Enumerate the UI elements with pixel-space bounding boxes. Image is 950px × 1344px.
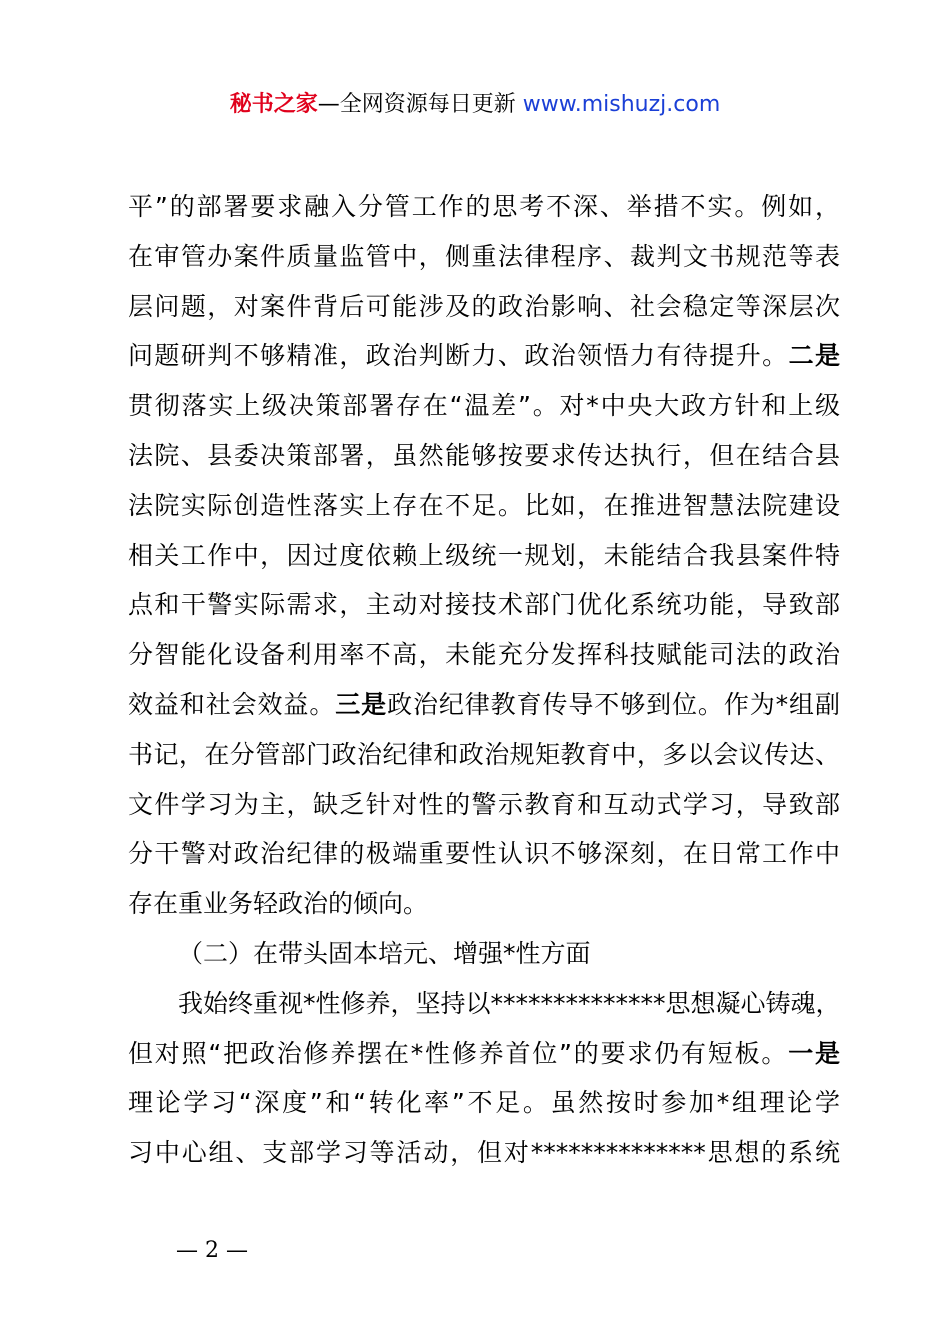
text-line: 贯彻落实上级决策部署存在“温差”。对*中央大政方针和上级 bbox=[128, 391, 840, 421]
page-header bbox=[0, 88, 950, 122]
text-line: 法院实际创造性落实上存在不足。比如，在推进智慧法院建设 bbox=[128, 490, 840, 520]
text-line: 习中心组、支部学习等活动，但对**************思想的系统 bbox=[128, 1138, 840, 1168]
text-run: 问题研判不够精准，政治判断力、政治领悟力有待提升。 bbox=[128, 341, 789, 371]
text-line: 我始终重视*性修养，坚持以**************思想凝心铸魂， bbox=[178, 988, 841, 1018]
text-line: 分智能化设备利用率不高，未能充分发挥科技赋能司法的政治 bbox=[128, 640, 840, 670]
bold-run: 三是 bbox=[335, 689, 388, 719]
text-line: 平”的部署要求融入分管工作的思考不深、举措不实。例如， bbox=[128, 192, 840, 221]
text-line: 理论学习“深度”和“转化率”不足。虽然按时参加*组理论学 bbox=[128, 1088, 840, 1118]
bold-run: 二是 bbox=[788, 341, 840, 371]
text-line bbox=[128, 331, 840, 381]
text-line: 存在重业务轻政治的倾向。 bbox=[128, 889, 429, 919]
text-line bbox=[128, 680, 840, 730]
header-tagline: —全网资源每日更新 bbox=[317, 92, 523, 117]
text-line bbox=[128, 1029, 840, 1079]
text-line: 文件学习为主，缺乏针对性的警示教育和互动式学习，导致部 bbox=[128, 789, 840, 819]
section-heading: （二）在带头固本培元、增强*性方面 bbox=[178, 938, 591, 968]
text-line: 法院、县委决策部署，虽然能够按要求传达执行，但在结合县 bbox=[128, 440, 840, 470]
text-line: 分干警对政治纪律的极端重要性认识不够深刻，在日常工作中 bbox=[128, 839, 840, 869]
text-line: 书记，在分管部门政治纪律和政治规矩教育中，多以会议传达、 bbox=[128, 739, 840, 769]
text-line: 层问题，对案件背后可能涉及的政治影响、社会稳定等深层次 bbox=[128, 291, 840, 321]
header-brand: 秘书之家 bbox=[229, 92, 318, 117]
text-run: 但对照“把政治修养摆在*性修养首位”的要求仍有短板。 bbox=[128, 1038, 789, 1068]
document-body bbox=[128, 182, 840, 1178]
text-line: 在审管办案件质量监管中，侧重法律程序、裁判文书规范等表 bbox=[128, 241, 840, 271]
page-number: — 2 — bbox=[176, 1238, 248, 1263]
text-line: 点和干警实际需求，主动对接技术部门优化系统功能，导致部 bbox=[128, 590, 840, 620]
text-run: 政治纪律教育传导不够到位。作为*组副 bbox=[387, 689, 840, 719]
text-line: 相关工作中，因过度依赖上级统一规划，未能结合我县案件特 bbox=[128, 540, 840, 570]
text-run: 效益和社会效益。 bbox=[128, 689, 336, 719]
bold-run: 一是 bbox=[788, 1038, 840, 1068]
header-url-link[interactable]: www.mishuzj.com bbox=[522, 92, 721, 117]
